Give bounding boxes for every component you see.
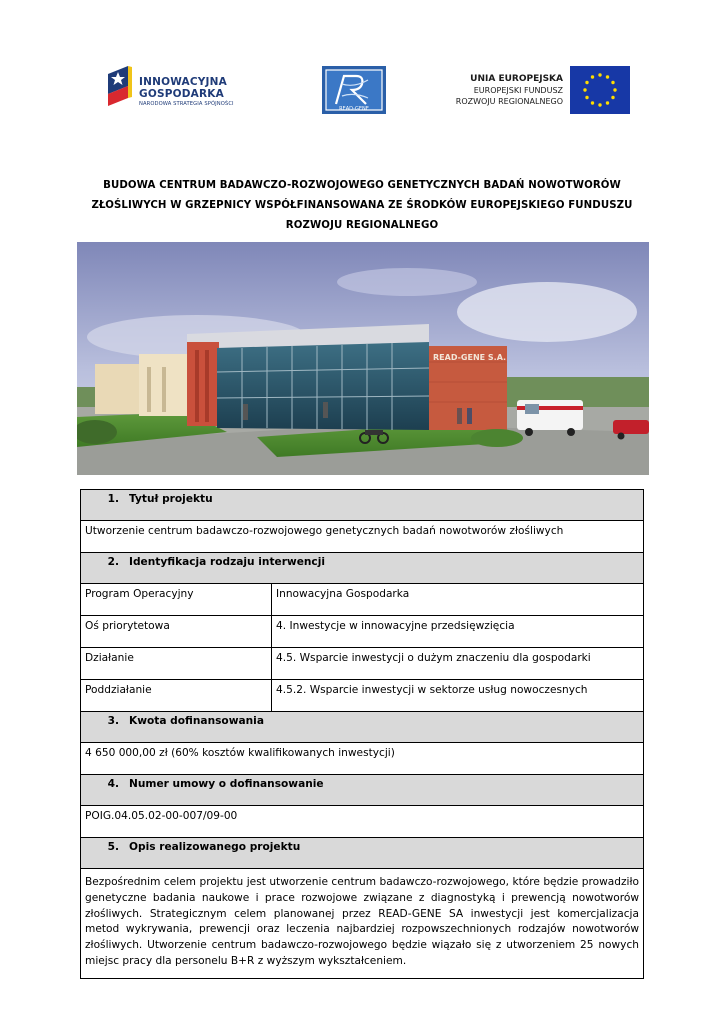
section-number: 2. xyxy=(107,556,119,568)
table-row xyxy=(81,743,644,775)
eu-star-icon xyxy=(598,103,601,106)
section-heading: Opis realizowanego projektu xyxy=(129,841,301,853)
funding-amount-value: 4 650 000,00 zł (60% kosztów kwalifikowanych inwestycji) xyxy=(81,743,644,775)
table-row xyxy=(81,521,644,553)
section-heading: Tytuł projektu xyxy=(129,493,213,505)
eu-logo xyxy=(455,66,630,116)
logo-bar xyxy=(0,62,724,118)
section-header xyxy=(81,838,644,869)
section-header xyxy=(81,712,644,743)
logo-line-3: NARODOWA STRATEGIA SPÓJNOŚCI xyxy=(139,101,234,107)
table-row xyxy=(81,616,644,648)
logo-line-2: GOSPODARKA xyxy=(139,88,224,100)
read-gene-emblem-icon xyxy=(322,66,386,114)
eu-line-1: UNIA EUROPEJSKA xyxy=(470,74,563,84)
eu-star-icon xyxy=(583,88,586,91)
row-label: Poddziałanie xyxy=(81,680,272,712)
row-value: Innowacyjna Gospodarka xyxy=(272,584,644,616)
logo-caption: READ-GENE xyxy=(339,106,369,112)
innowacyjna-gospodarka-logo xyxy=(106,64,246,112)
building-rendering xyxy=(77,242,649,475)
eu-star-icon xyxy=(606,101,609,104)
flag-star-icon xyxy=(106,64,134,110)
row-label: Działanie xyxy=(81,648,272,680)
project-description-value: Bezpośrednim celem projektu jest utworzenie centrum badawczo-rozwojowego, które będzie prowadziło genetyczne badania naukowe i prace rozwojowe związane z diagnostyką i prewencją nowotworów złośliwych. Strategicznym celem planowanej przez READ-GENE SA inwestycji jest komercjalizacja metod wykrywania, prewencji oraz leczenia najbardziej rozpowszechnionych rodzajów nowotworów złośliwych. Utworzenie centrum badawczo-rozwojowego będzie wiązało się z utworzeniem 25 nowych miejsc pracy dla personelu B+R z wyższym wykształceniem. xyxy=(81,869,644,979)
logo-line-1: INNOWACYJNA xyxy=(139,76,227,88)
title-line-3: ROZWOJU REGIONALNEGO xyxy=(285,220,439,231)
building-sign: READ-GENE S.A. xyxy=(433,353,507,362)
eu-line-3: ROZWOJU REGIONALNEGO xyxy=(455,97,563,106)
eu-star-icon xyxy=(611,81,614,84)
eu-star-icon xyxy=(585,96,588,99)
eu-star-icon xyxy=(606,75,609,78)
row-value: 4.5. Wsparcie inwestycji o dużym znaczeniu dla gospodarki xyxy=(272,648,644,680)
section-heading: Kwota dofinansowania xyxy=(129,715,264,727)
section-heading: Identyfikacja rodzaju interwencji xyxy=(129,556,325,568)
eu-star-icon xyxy=(613,88,616,91)
section-number: 4. xyxy=(107,778,119,790)
section-number: 5. xyxy=(107,841,119,853)
table-row xyxy=(81,806,644,838)
row-value: 4.5.2. Wsparcie inwestycji w sektorze usług nowoczesnych xyxy=(272,680,644,712)
row-label: Oś priorytetowa xyxy=(81,616,272,648)
row-label: Program Operacyjny xyxy=(81,584,272,616)
section-number: 3. xyxy=(107,715,119,727)
document-title xyxy=(90,176,634,236)
project-info-table xyxy=(80,489,644,979)
row-value: 4. Inwestycje w innowacyjne przedsięwzięcia xyxy=(272,616,644,648)
section-number: 1. xyxy=(107,493,119,505)
eu-star-icon xyxy=(585,81,588,84)
contract-number-value: POIG.04.05.02-00-007/09-00 xyxy=(81,806,644,838)
table-row xyxy=(81,680,644,712)
eu-star-icon xyxy=(611,96,614,99)
table-row xyxy=(81,869,644,979)
project-title-value: Utworzenie centrum badawczo-rozwojowego genetycznych badań nowotworów złośliwych xyxy=(81,521,644,553)
eu-line-2: EUROPEJSKI FUNDUSZ xyxy=(473,86,563,95)
section-header xyxy=(81,553,644,584)
table-row xyxy=(81,648,644,680)
section-header xyxy=(81,490,644,521)
eu-flag-icon xyxy=(570,66,630,114)
table-row xyxy=(81,584,644,616)
read-gene-logo xyxy=(322,66,386,114)
section-heading: Numer umowy o dofinansowanie xyxy=(129,778,324,790)
section-header xyxy=(81,775,644,806)
eu-star-icon xyxy=(591,75,594,78)
title-line-2: ZŁOŚLIWYCH W GRZEPNICY WSPÓŁFINANSOWANA ZE ŚRODKÓW EUROPEJSKIEGO FUNDUSZU xyxy=(91,200,633,211)
eu-star-icon xyxy=(591,101,594,104)
title-line-1: BUDOWA CENTRUM BADAWCZO-ROZWOJOWEGO GENETYCZNYCH BADAŃ NOWOTWORÓW xyxy=(103,180,621,191)
eu-star-icon xyxy=(598,73,601,76)
